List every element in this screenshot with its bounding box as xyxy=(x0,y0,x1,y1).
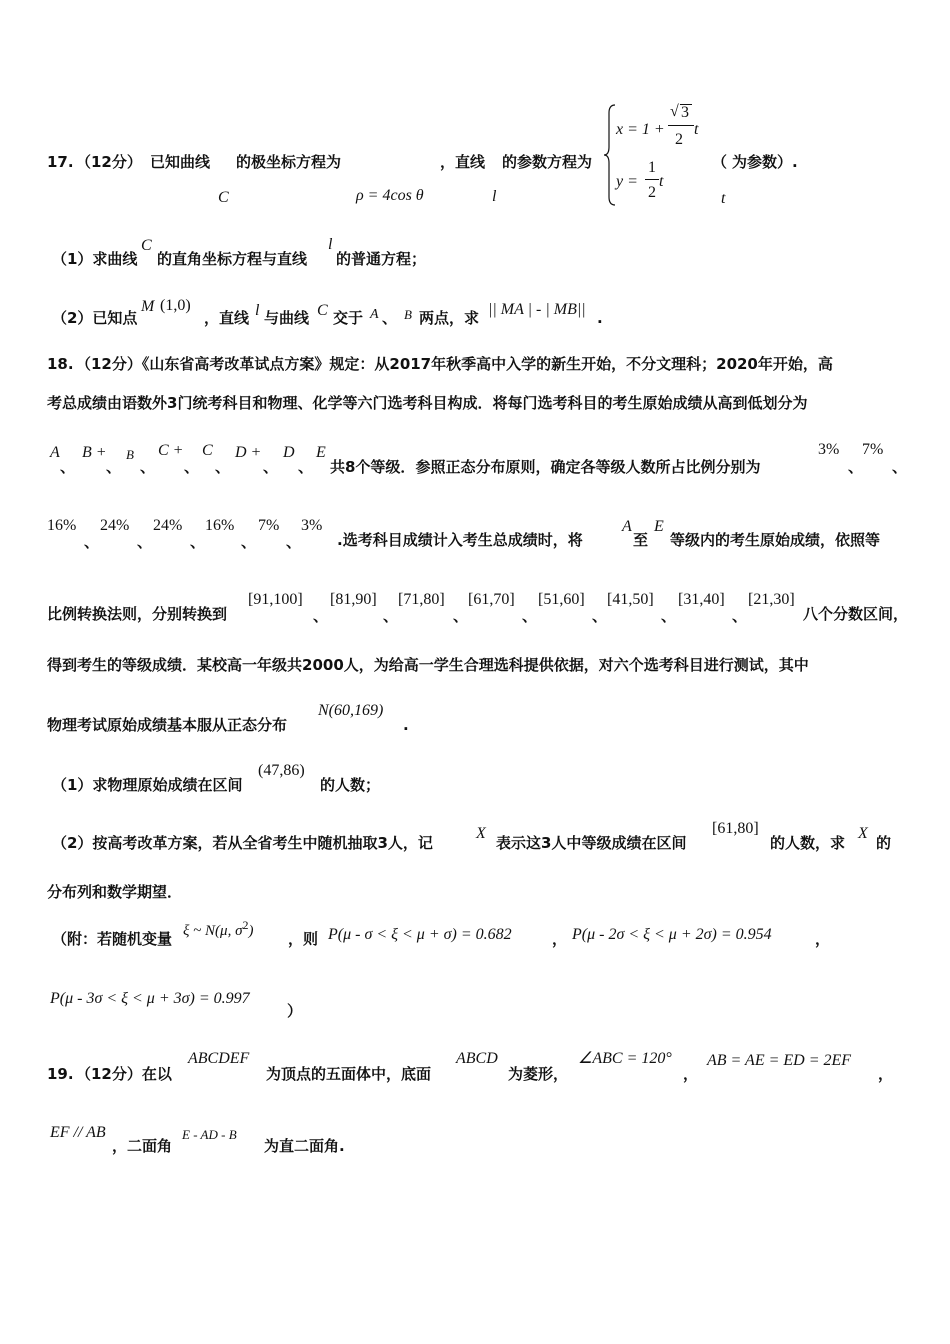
q18-pct: 16% xyxy=(47,517,77,534)
q18-line7-end: . xyxy=(403,716,409,734)
q19-par: EF // AB xyxy=(50,1124,106,1141)
sqrt-icon: √ xyxy=(670,103,679,120)
q18-app-comma: ， xyxy=(552,930,568,948)
q17-p1-l: l xyxy=(328,236,333,253)
q18-pct: 3% xyxy=(301,517,323,534)
q18-p2-text1: （2）按高考改革方案，若从全省考生中随机抽取3人，记 xyxy=(52,834,433,852)
q17-eq2-frac-line xyxy=(645,179,659,180)
q18-grade: D + xyxy=(235,444,262,461)
q17-symbol-C: C xyxy=(218,189,229,206)
q18-line2: 考总成绩由语数外3门统考科目和物理、化学等六门选考科目构成．将每门选考科目的考生原始成绩从高到低划分为 xyxy=(47,394,808,412)
q18-interval: [91,100] xyxy=(248,591,303,608)
q17-p1-C: C xyxy=(141,237,152,254)
q17-eq2-t: t xyxy=(659,173,664,190)
q18-app-text1: （附：若随机变量 xyxy=(52,930,173,948)
q18-p2-interval: [61,80] xyxy=(712,820,759,837)
q18-grade-sep: 、 xyxy=(60,458,76,476)
q18-grade: E xyxy=(316,444,326,461)
q18-line1: （12分）《山东省高考改革试点方案》规定：从2017年秋季高中入学的新生开始，不分文理科；2020年开始，高 xyxy=(76,355,833,373)
q18-line4-text1: .选考科目成绩计入考生总成绩时，将 xyxy=(337,531,583,549)
q17-text-polar: 的极坐标方程为 xyxy=(236,153,342,171)
q17-eq1-frac-line xyxy=(668,125,694,126)
q18-p2-text3: 的人数，求 xyxy=(770,834,846,852)
q17-p2-expr: || MA | - | MB|| xyxy=(488,301,586,318)
q19-dihedral: E - AD - B xyxy=(182,1127,237,1142)
q17-text-curve: 已知曲线 xyxy=(150,153,211,171)
q17-symbol-t: t xyxy=(721,190,726,207)
q17-eq2-num: 1 xyxy=(648,159,656,176)
q18-line4-to: 至 xyxy=(633,531,649,549)
q18-app-close: ） xyxy=(287,1002,303,1020)
q18-app-comma2: ， xyxy=(815,930,831,948)
q18-grade-A: A xyxy=(622,518,632,535)
q18-interval-sep: 、 xyxy=(383,607,399,625)
q19-comma: ， xyxy=(683,1065,699,1083)
q19-base: ABCD xyxy=(456,1050,498,1067)
q18-pct: 24% xyxy=(153,517,183,534)
q18-p1-interval: (47,86) xyxy=(258,762,305,779)
q17-p2-t4: 两点，求 xyxy=(419,309,480,327)
q17-eq2-den: 2 xyxy=(648,184,656,201)
q18-interval-sep: 、 xyxy=(661,607,677,625)
q18-interval: [41,50] xyxy=(607,591,654,608)
q17-p2-label: （2）已知点 xyxy=(52,309,138,327)
q18-pct: 7% xyxy=(258,517,280,534)
q18-pct: 16% xyxy=(205,517,235,534)
q18-normal-dist: N(60,169) xyxy=(318,702,384,719)
q18-pct-sep: 、 xyxy=(848,458,864,476)
q18-interval: [31,40] xyxy=(678,591,725,608)
q17-p2-A: A xyxy=(370,307,379,322)
q18-app-text2: ，则 xyxy=(288,930,319,948)
q18-grade-sep: 、 xyxy=(298,458,314,476)
q17-p2-sep: 、 xyxy=(382,309,398,327)
q17-text-paren: （ xyxy=(712,153,728,171)
q18-grade-sep: 、 xyxy=(184,458,200,476)
q18-line6: 得到考生的等级成绩．某校高一年级共2000人，为给高一学生合理选科提供依据，对六个选考科目进行测试，其中 xyxy=(47,656,809,674)
q18-p1-text2: 的人数； xyxy=(320,776,381,794)
q19-comma2: ， xyxy=(878,1065,894,1083)
q17-eq2-lhs: y = xyxy=(616,173,638,190)
q17-eq1-num: 3 xyxy=(681,104,689,121)
q18-grade-sep: 、 xyxy=(263,458,279,476)
q17-text-param-end: 为参数）. xyxy=(732,153,798,171)
q17-text-param: 的参数方程为 xyxy=(502,153,593,171)
q18-grade: B + xyxy=(82,444,107,461)
q18-p1-text1: （1）求物理原始成绩在区间 xyxy=(52,776,243,794)
q19-t3: ，二面角 xyxy=(112,1137,173,1155)
q18-p2-X2: X xyxy=(858,825,868,842)
q17-p2-point: (1,0) xyxy=(160,297,191,314)
q18-app-p1: P(μ - σ < ξ < μ + σ) = 0.682 xyxy=(328,926,512,943)
q17-p2-t1: ，直线 xyxy=(204,309,250,327)
q18-line4-text2: 等级内的考生原始成绩，依照等 xyxy=(670,531,881,549)
q18-app-dist: ξ ~ N(μ, $\sigma^2$) xyxy=(183,918,254,939)
q19-t1: 为顶点的五面体中，底面 xyxy=(266,1065,432,1083)
q18-interval: [81,90] xyxy=(330,591,377,608)
q18-interval-sep: 、 xyxy=(522,607,538,625)
q18-pct-sep: 、 xyxy=(286,533,302,551)
q18-pct-sep: 、 xyxy=(190,533,206,551)
q18-pct-sep: 、 xyxy=(84,533,100,551)
q18-app-p3: P(μ - 3σ < ξ < μ + 3σ) = 0.997 xyxy=(50,990,250,1007)
q18-pct-sep: 、 xyxy=(137,533,153,551)
q18-interval: [21,30] xyxy=(748,591,795,608)
q18-grade: A xyxy=(50,444,60,461)
q18-p2-text2: 表示这3人中等级成绩在区间 xyxy=(496,834,687,852)
q18-interval-sep: 、 xyxy=(732,607,748,625)
q19-eq: AB = AE = ED = 2EF xyxy=(707,1052,852,1069)
q18-grade: B xyxy=(126,447,134,462)
system-brace-icon xyxy=(603,103,617,207)
q18-p2-text4: 的 xyxy=(876,834,892,852)
q17-p2-C: C xyxy=(317,302,328,319)
q17-p2-t3: 交于 xyxy=(333,309,364,327)
q18-line3-text: 共8个等级．参照正态分布原则，确定各等级人数所占比例分别为 xyxy=(330,458,761,476)
q18-pct: 24% xyxy=(100,517,130,534)
q18-line7-text: 物理考试原始成绩基本服从正态分布 xyxy=(47,716,288,734)
q17-p1-label: （1）求曲线 xyxy=(52,250,138,268)
q17-p2-M: M xyxy=(141,298,155,315)
q17-polar-equation: ρ = 4cos θ xyxy=(356,187,424,204)
q18-pct: 7% xyxy=(862,441,884,458)
q18-interval: [71,80] xyxy=(398,591,445,608)
q18-p2-X: X xyxy=(476,825,486,842)
q18-line5-text2: 八个分数区间， xyxy=(803,605,909,623)
q19-t4: 为直二面角. xyxy=(264,1137,345,1155)
q19-number: 19. xyxy=(47,1065,74,1083)
q18-p2-line2: 分布列和数学期望． xyxy=(47,883,183,901)
q17-p1-end: 的普通方程； xyxy=(336,250,427,268)
q17-p1-mid: 的直角坐标方程与直线 xyxy=(157,250,308,268)
q18-grade-sep: 、 xyxy=(215,458,231,476)
q18-grade-sep: 、 xyxy=(106,458,122,476)
q17-eq1-t: t xyxy=(694,121,699,138)
q18-app-p2: P(μ - 2σ < ξ < μ + 2σ) = 0.954 xyxy=(572,926,772,943)
q17-p2-t2: 与曲线 xyxy=(264,309,310,327)
q17-p2-l: l xyxy=(255,302,260,319)
q18-grade: C + xyxy=(158,442,184,459)
q18-grade-sep: 、 xyxy=(140,458,156,476)
q18-interval-sep: 、 xyxy=(313,607,329,625)
q17-number: 17. xyxy=(47,153,74,171)
q17-score: （12分） xyxy=(76,153,142,171)
q18-interval: [51,60] xyxy=(538,591,585,608)
q18-grade: C xyxy=(202,442,213,459)
q17-p2-end: . xyxy=(597,309,603,327)
q17-p2-B: B xyxy=(404,307,412,322)
q18-line5-text1: 比例转换法则，分别转换到 xyxy=(47,605,228,623)
q18-grade: D xyxy=(283,444,295,461)
q18-grade-E: E xyxy=(654,518,664,535)
q18-pct-sep: 、 xyxy=(892,458,908,476)
q19-angle: ∠ABC = 120° xyxy=(578,1050,672,1067)
q17-eq1-lhs: x = 1 + xyxy=(616,121,665,138)
q18-pct-sep: 、 xyxy=(241,533,257,551)
q18-interval-sep: 、 xyxy=(453,607,469,625)
q19-t2: 为菱形， xyxy=(508,1065,569,1083)
q18-number: 18. xyxy=(47,355,74,373)
q19-poly: ABCDEF xyxy=(188,1050,250,1067)
q17-text-line: ，直线 xyxy=(440,153,486,171)
q17-symbol-l: l xyxy=(492,188,497,205)
q18-interval-sep: 、 xyxy=(592,607,608,625)
q19-score: （12分）在以 xyxy=(76,1065,172,1083)
q18-interval: [61,70] xyxy=(468,591,515,608)
q18-pct: 3% xyxy=(818,441,840,458)
q17-eq1-den: 2 xyxy=(675,131,683,148)
